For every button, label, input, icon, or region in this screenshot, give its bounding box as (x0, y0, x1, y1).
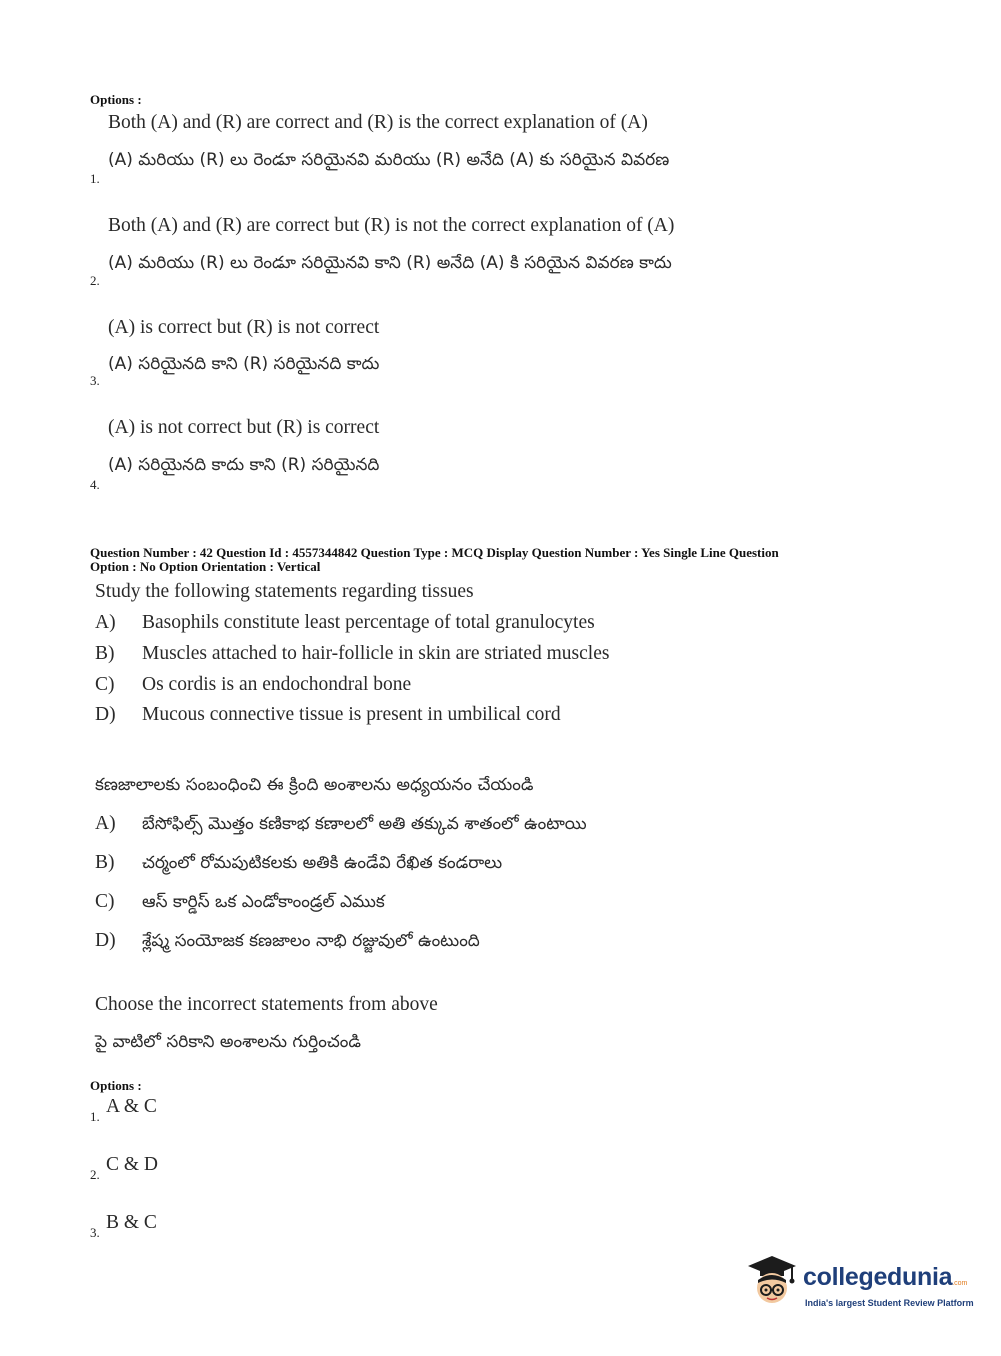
statement-text: బేసోఫిల్స్ మొత్తం కణికాభ కణాలలో అతి తక్కువ శాతంలో ఉంటాయి (142, 814, 587, 834)
statement-letter: A) (95, 813, 116, 834)
option-number: 3. (90, 373, 100, 388)
statement-text: Basophils constitute least percentage of total granulocytes (142, 612, 595, 633)
option-number: 2. (90, 273, 100, 288)
statement-telugu (95, 852, 502, 877)
option-text-telugu: (A) మరియు (R) లు రెండూ సరియైనవి కాని (R) అనేది (A) కి సరియైన వివరణ కాదు (108, 253, 672, 273)
statement-text: చర్మంలో రోమపుటికలకు అతికి ఉండేవి రేఖిత కండరాలు (142, 853, 503, 873)
option-text: C & D (106, 1154, 159, 1175)
statement-english (95, 643, 609, 665)
logo-wordmark: collegedunia (803, 1263, 953, 1291)
instruction-english: Choose the incorrect statements from above (95, 994, 438, 1015)
statement-text: ఆస్ కార్డిస్ ఒక ఎండోకాంండ్రల్ ఎముక (142, 892, 385, 912)
option-number: 4. (90, 477, 100, 492)
statement-text: శ్లేష్మ సంయోజక కణజాలం నాభి రజ్జువులో ఉంటుంది (142, 931, 480, 951)
logo-tagline: India's largest Student Review Platform (805, 1298, 974, 1308)
option-text-telugu: (A) సరియైనది కాని (R) సరియైనది కాదు (108, 354, 380, 374)
options-label: Options : (90, 92, 142, 107)
statement-telugu (95, 891, 385, 916)
question-meta-line: Option : No Option Orientation : Vertical (90, 559, 321, 574)
statement-english (95, 704, 561, 726)
question-intro-telugu: కణజాలాలకు సంబంధించి ఈ క్రింది అంశాలను అధ్యయనం చేయండి (95, 775, 534, 795)
option-text-english: Both (A) and (R) are correct and (R) is the correct explanation of (A) (108, 112, 648, 133)
statement-letter: B) (95, 852, 115, 873)
option-text-english: (A) is correct but (R) is not correct (108, 317, 380, 338)
option-number: 3. (90, 1225, 100, 1240)
statement-letter: D) (95, 704, 116, 725)
option-text: B & C (106, 1212, 157, 1233)
statement-english (95, 674, 411, 696)
option-number: 1. (90, 171, 100, 186)
question-meta-line: Question Number : 42 Question Id : 4557344842 Question Type : MCQ Display Question Number : Yes Single Line Question (90, 545, 779, 560)
statement-text: Os cordis is an endochondral bone (142, 674, 412, 695)
statement-telugu (95, 930, 480, 955)
statement-letter: D) (95, 930, 116, 951)
collegedunia-logo[interactable] (803, 1263, 967, 1292)
statement-letter: B) (95, 643, 115, 664)
instruction-telugu: పై వాటిలో సరికాని అంశాలను గుర్తించండి (95, 1032, 361, 1052)
statement-telugu (95, 813, 587, 838)
collegedunia-mascot-icon (742, 1250, 802, 1310)
option-text-telugu: (A) మరియు (R) లు రెండూ సరియైనవి మరియు (R) అనేది (A) కు సరియైన వివరణ (108, 150, 670, 170)
option-text: A & C (106, 1096, 157, 1117)
statement-letter: A) (95, 612, 116, 633)
option-number: 2. (90, 1167, 100, 1182)
statement-text: Muscles attached to hair-follicle in skin are striated muscles (142, 643, 610, 664)
option-text-english: Both (A) and (R) are correct but (R) is not the correct explanation of (A) (108, 215, 675, 236)
option-text-telugu: (A) సరియైనది కాదు కాని (R) సరియైనది (108, 455, 380, 475)
statement-letter: C) (95, 674, 115, 695)
statement-english (95, 612, 595, 634)
logo-suffix: .com (952, 1280, 968, 1287)
options-label: Options : (90, 1078, 142, 1093)
statement-letter: C) (95, 891, 115, 912)
option-text-english: (A) is not correct but (R) is correct (108, 417, 380, 438)
statement-text: Mucous connective tissue is present in umbilical cord (142, 704, 561, 725)
option-number: 1. (90, 1109, 100, 1124)
question-intro-english: Study the following statements regarding tissues (95, 581, 474, 602)
